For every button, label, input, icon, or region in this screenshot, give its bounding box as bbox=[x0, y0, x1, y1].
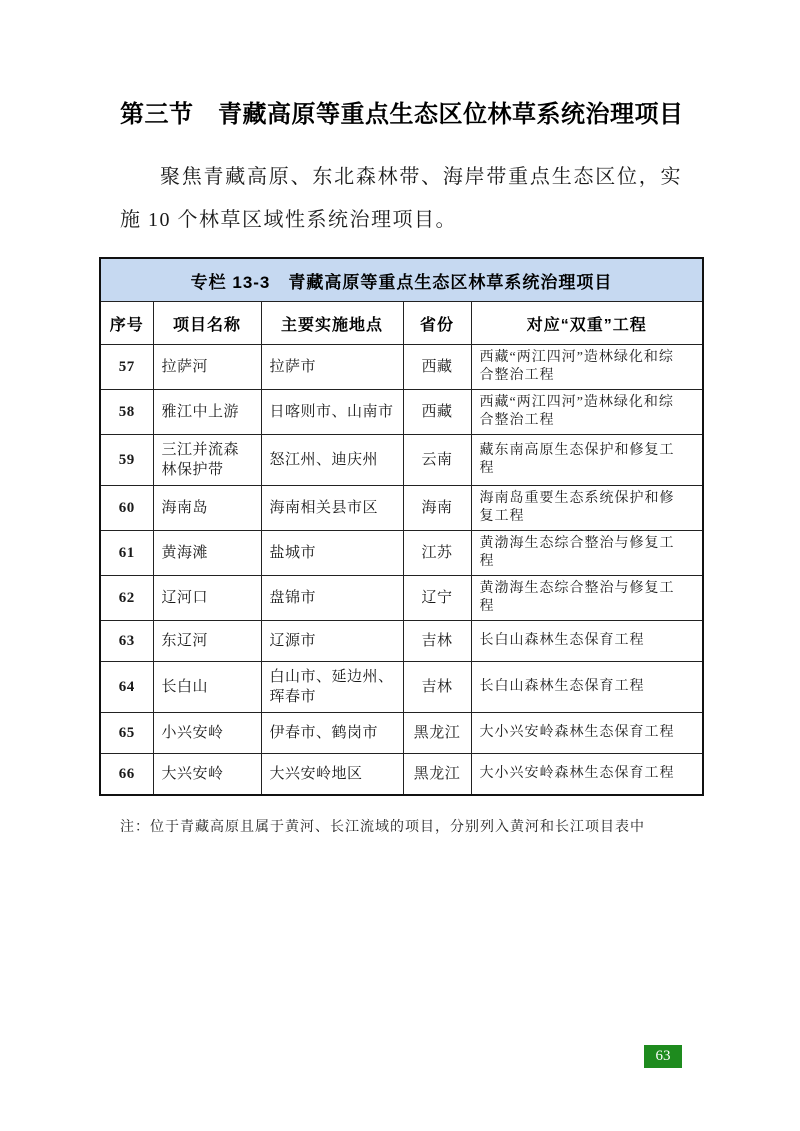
cell-name: 雅江中上游 bbox=[153, 390, 261, 435]
table-row bbox=[100, 576, 703, 621]
cell-province: 吉林 bbox=[403, 621, 471, 662]
cell-name: 三江并流森林保护带 bbox=[153, 435, 261, 486]
cell-location: 海南相关县市区 bbox=[261, 486, 403, 531]
table-body bbox=[100, 345, 703, 796]
cell-project: 长白山森林生态保育工程 bbox=[471, 662, 703, 713]
table-row bbox=[100, 486, 703, 531]
table-row bbox=[100, 435, 703, 486]
cell-name: 辽河口 bbox=[153, 576, 261, 621]
cell-province: 江苏 bbox=[403, 531, 471, 576]
cell-province: 西藏 bbox=[403, 345, 471, 390]
cell-no: 59 bbox=[100, 435, 153, 486]
cell-name: 黄海滩 bbox=[153, 531, 261, 576]
cell-no: 63 bbox=[100, 621, 153, 662]
cell-location: 怒江州、迪庆州 bbox=[261, 435, 403, 486]
cell-location: 拉萨市 bbox=[261, 345, 403, 390]
cell-project: 西藏“两江四河”造林绿化和综合整治工程 bbox=[471, 345, 703, 390]
cell-location: 大兴安岭地区 bbox=[261, 754, 403, 796]
cell-name: 东辽河 bbox=[153, 621, 261, 662]
section-heading: 第三节 青藏高原等重点生态区位林草系统治理项目 bbox=[120, 101, 684, 128]
cell-project: 西藏“两江四河”造林绿化和综合整治工程 bbox=[471, 390, 703, 435]
cell-project: 藏东南高原生态保护和修复工程 bbox=[471, 435, 703, 486]
cell-no: 57 bbox=[100, 345, 153, 390]
page-number-badge: 63 bbox=[644, 1045, 682, 1068]
cell-name: 长白山 bbox=[153, 662, 261, 713]
cell-no: 66 bbox=[100, 754, 153, 796]
cell-province: 云南 bbox=[403, 435, 471, 486]
table-row bbox=[100, 662, 703, 713]
cell-name: 大兴安岭 bbox=[153, 754, 261, 796]
cell-location: 辽源市 bbox=[261, 621, 403, 662]
cell-project: 大小兴安岭森林生态保育工程 bbox=[471, 713, 703, 754]
cell-province: 海南 bbox=[403, 486, 471, 531]
cell-project: 海南岛重要生态系统保护和修复工程 bbox=[471, 486, 703, 531]
cell-no: 58 bbox=[100, 390, 153, 435]
col-header-province: 省份 bbox=[403, 302, 471, 345]
cell-province: 西藏 bbox=[403, 390, 471, 435]
cell-no: 61 bbox=[100, 531, 153, 576]
cell-no: 65 bbox=[100, 713, 153, 754]
cell-no: 60 bbox=[100, 486, 153, 531]
cell-province: 辽宁 bbox=[403, 576, 471, 621]
table-row bbox=[100, 754, 703, 796]
table-note: 注：位于青藏高原且属于黄河、长江流域的项目，分别列入黄河和长江项目表中 bbox=[120, 820, 645, 835]
cell-project: 黄渤海生态综合整治与修复工程 bbox=[471, 531, 703, 576]
project-table bbox=[99, 257, 704, 796]
table-row bbox=[100, 713, 703, 754]
table-title: 专栏 13-3 青藏高原等重点生态区林草系统治理项目 bbox=[100, 258, 703, 302]
cell-project: 大小兴安岭森林生态保育工程 bbox=[471, 754, 703, 796]
cell-location: 盘锦市 bbox=[261, 576, 403, 621]
table-row bbox=[100, 531, 703, 576]
cell-province: 吉林 bbox=[403, 662, 471, 713]
table-header-row bbox=[100, 302, 703, 345]
cell-location: 日喀则市、山南市 bbox=[261, 390, 403, 435]
cell-no: 62 bbox=[100, 576, 153, 621]
table-row bbox=[100, 621, 703, 662]
cell-project: 黄渤海生态综合整治与修复工程 bbox=[471, 576, 703, 621]
col-header-project: 对应“双重”工程 bbox=[471, 302, 703, 345]
intro-paragraph: 聚焦青藏高原、东北森林带、海岸带重点生态区位，实施 10 个林草区域性系统治理项目。 bbox=[120, 166, 682, 231]
cell-no: 64 bbox=[100, 662, 153, 713]
col-header-name: 项目名称 bbox=[153, 302, 261, 345]
table-title-row bbox=[100, 258, 703, 302]
table-row bbox=[100, 390, 703, 435]
cell-name: 拉萨河 bbox=[153, 345, 261, 390]
cell-project: 长白山森林生态保育工程 bbox=[471, 621, 703, 662]
cell-location: 盐城市 bbox=[261, 531, 403, 576]
table-row bbox=[100, 345, 703, 390]
col-header-location: 主要实施地点 bbox=[261, 302, 403, 345]
col-header-no: 序号 bbox=[100, 302, 153, 345]
cell-province: 黑龙江 bbox=[403, 713, 471, 754]
cell-name: 小兴安岭 bbox=[153, 713, 261, 754]
cell-province: 黑龙江 bbox=[403, 754, 471, 796]
cell-location: 伊春市、鹤岗市 bbox=[261, 713, 403, 754]
cell-name: 海南岛 bbox=[153, 486, 261, 531]
cell-location: 白山市、延边州、珲春市 bbox=[261, 662, 403, 713]
